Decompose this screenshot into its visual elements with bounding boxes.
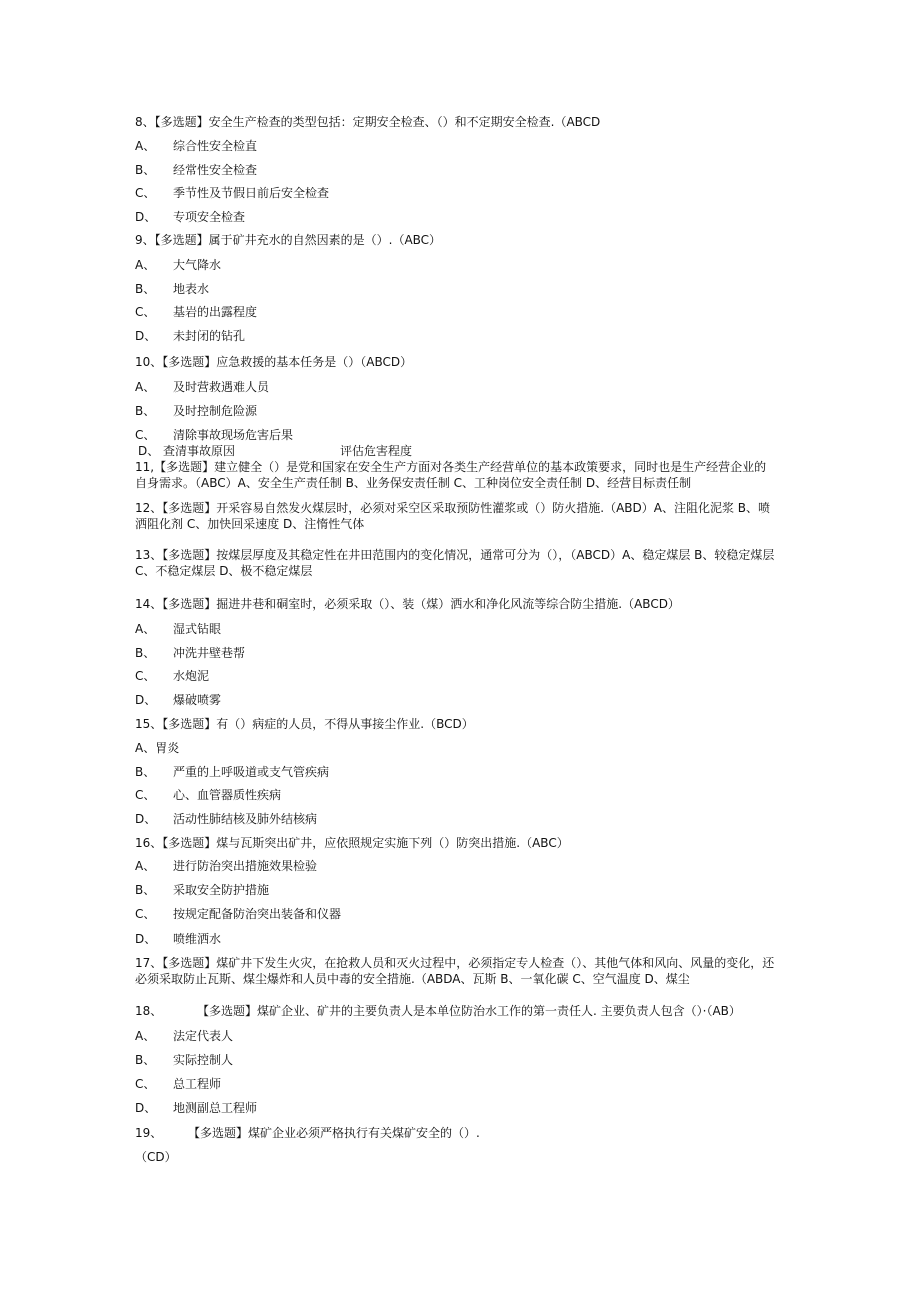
question-8: 8、【多选题】安全生产检查的类型包括：定期安全检查、（）和不定期安全检查.（ABCD (135, 115, 601, 129)
option-a: A、 湿式钻眼 (135, 622, 222, 636)
option-d: D、 查清事故原因 评估危害程度 (138, 444, 413, 458)
option-b: B、 实际控制人 (135, 1053, 234, 1067)
question-10: 10、【多选题】应急救援的基本任务是（）（ABCD） (135, 355, 413, 369)
question-16: 16、【多选题】煤与瓦斯突出矿井，应依照规定实施下列（）防突出措施.（ABC） (135, 836, 569, 850)
option-d: D、 喷维洒水 (135, 932, 222, 946)
question-17: 17、【多选题】煤矿井下发生火灾，在抢救人员和灭火过程中，必须指定专人检查（）、其他气体和风向、风量的变化，还必须采取防止瓦斯、煤尘爆炸和人员中毒的安全措施.（ABDA、瓦斯 B、一氧化碳 C、空气温度 D、煤尘 (135, 956, 775, 986)
option-c: C、 季节性及节假日前后安全检查 (135, 186, 330, 200)
option-c: C、 按规定配备防治突出装备和仪器 (135, 907, 342, 921)
option-b: B、 经常性安全检查 (135, 163, 258, 177)
option-a: A、 大气降水 (135, 258, 222, 272)
option-b: B、 采取安全防护措施 (135, 883, 270, 897)
question-14: 14、【多选题】掘进井巷和硐室时，必须采取（）、装（煤）洒水和净化风流等综合防尘措施.（ABCD） (135, 597, 680, 611)
option-d: D、 活动性肺结核及肺外结核病 (135, 812, 318, 826)
option-c: C、 清除事故现场危害后果 (135, 428, 294, 442)
option-d: D、 未封闭的钻孔 (135, 329, 246, 343)
option-a: A、胃炎 (135, 741, 180, 755)
option-a: A、 综合性安全检直 (135, 139, 258, 153)
answer-19: （CD） (135, 1150, 177, 1164)
option-b: B、 地表水 (135, 282, 210, 296)
option-d: D、 专项安全检查 (135, 210, 246, 224)
option-c: C、 基岩的出露程度 (135, 305, 258, 319)
option-d: D、 爆破喷雾 (135, 693, 222, 707)
option-b: B、 严重的上呼吸道或支气管疾病 (135, 765, 330, 779)
question-18: 18、 【多选题】煤矿企业、矿井的主要负责人是本单位防治水工作的第一责任人. 主要负责人包含（）·（AB） (135, 1004, 741, 1018)
option-b: B、 冲洗井壁巷帮 (135, 646, 246, 660)
question-15: 15、【多选题】有（）病症的人员，不得从事接尘作业.（BCD） (135, 717, 474, 731)
question-11: 11,【多选题】建立健全（）是党和国家在安全生产方面对各类生产经营单位的基本政策要求，同时也是生产经营企业的自身需求。（ABC）A、安全生产责任制 B、业务保安责任制 C、工种岗位安全责任制 D、经营目标责任制 (135, 460, 767, 490)
option-d: D、 地测副总工程师 (135, 1101, 258, 1115)
option-a: A、 法定代表人 (135, 1029, 234, 1043)
question-9: 9、【多选题】属于矿井充水的自然因素的是（）.（ABC） (135, 233, 442, 247)
question-12: 12、【多选题】开采容易自然发火煤层时，必须对采空区采取预防性灌浆或（）防火措施.（ABD）A、注阻化泥浆 B、喷洒阻化剂 C、加快回采速度 D、注惰性气体 (135, 501, 771, 531)
question-19: 19、 【多选题】煤矿企业必须严格执行有关煤矿安全的（）. (135, 1126, 480, 1140)
option-c: C、 水炮泥 (135, 669, 210, 683)
option-a: A、 及时营救遇难人员 (135, 380, 270, 394)
option-b: B、 及时控制危险源 (135, 404, 258, 418)
option-c: C、 总工程师 (135, 1077, 222, 1091)
option-a: A、 进行防治突出措施效果检验 (135, 859, 318, 873)
question-13: 13、【多选题】按煤层厚度及其稳定性在井田范围内的变化情况，通常可分为（），（ABCD）A、稳定煤层 B、较稳定煤层 C、不稳定煤层 D、极不稳定煤层 (135, 548, 775, 578)
option-c: C、 心、血管器质性疾病 (135, 788, 282, 802)
